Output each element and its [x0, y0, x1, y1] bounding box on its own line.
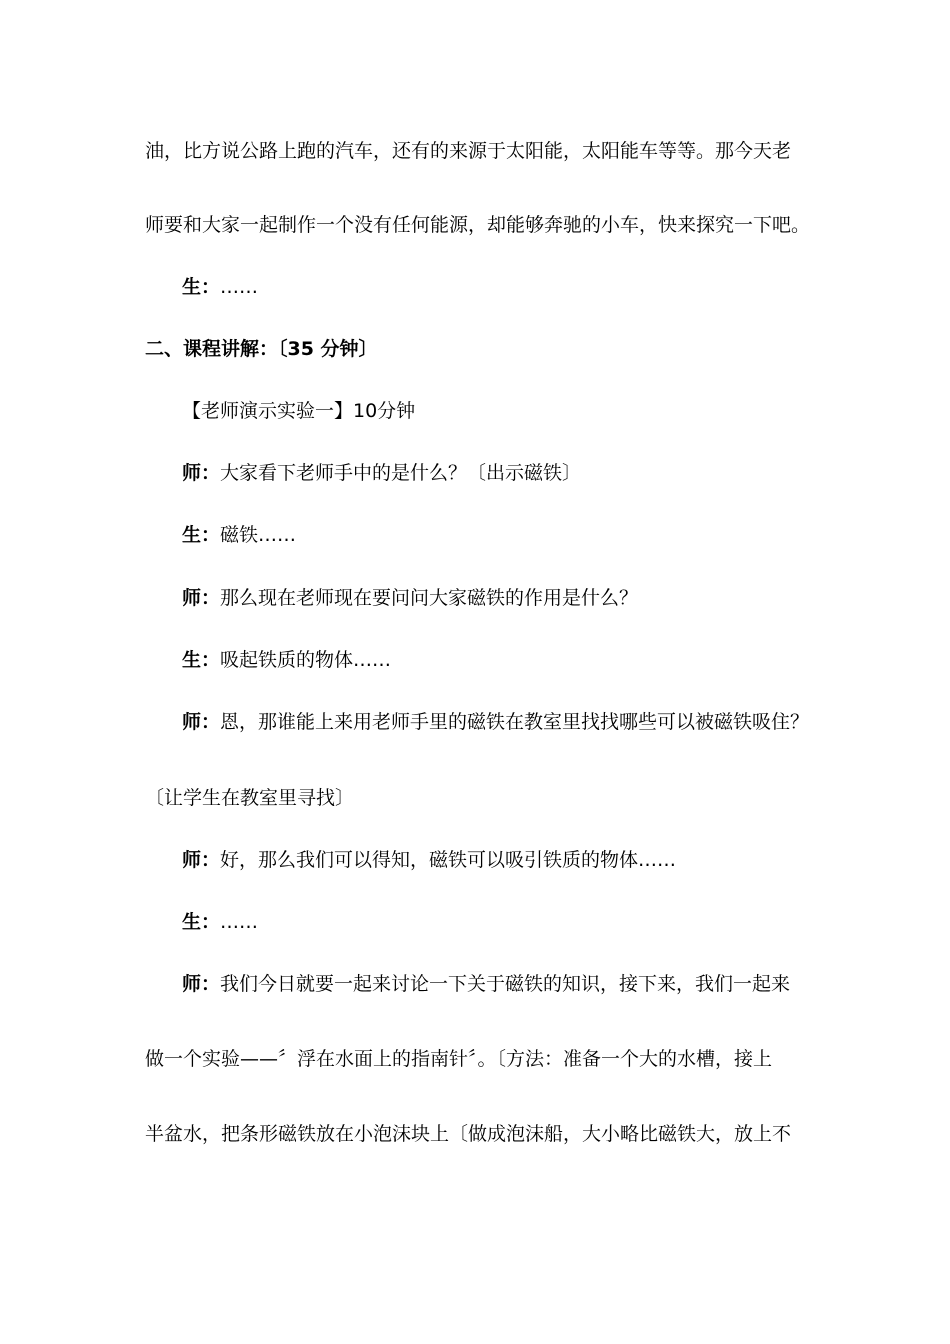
dialogue-line: [182, 584, 638, 612]
line-text: 半盆水，把条形磁铁放在小泡沫块上〔做成泡沫船，大小略比磁铁大，放上不: [145, 1123, 792, 1145]
paragraph-line: [145, 784, 354, 812]
line-text: 做一个实验——〞浮在水面上的指南针〞。〔方法：准备一个大的水槽，接上: [145, 1048, 773, 1070]
dialogue-line: [182, 846, 676, 874]
paragraph-line: [145, 1120, 791, 1148]
line-text: 油，比方说公路上跑的汽车，还有的来源于太阳能，太阳能车等等。那今天老: [145, 140, 792, 162]
line-text: 那么现在老师现在要问问大家磁铁的作用是什么？: [220, 587, 639, 609]
speaker-label: 师：: [182, 711, 221, 733]
line-text: 恩，那谁能上来用老师手里的磁铁在教室里找找哪些可以被磁铁吸住？: [220, 711, 810, 733]
speaker-label: 生：: [182, 911, 221, 933]
line-text: 师要和大家一起制作一个没有任何能源，却能够奔驰的小车，快来探究一下吧。: [145, 214, 811, 236]
dialogue-line: [182, 273, 258, 301]
experiment-title: [182, 397, 415, 425]
line-text: 〔让学生在教室里寻找〕: [145, 787, 355, 809]
dialogue-line: [182, 521, 296, 549]
line-text: 【老师演示实验一】10分钟: [182, 400, 416, 422]
line-text: ……: [220, 276, 259, 298]
dialogue-line: [182, 646, 391, 674]
line-text: 吸起铁质的物体……: [220, 649, 392, 671]
speaker-label: 生：: [182, 649, 221, 671]
section-heading: [145, 335, 378, 363]
line-text: 磁铁……: [220, 524, 297, 546]
dialogue-line: [182, 708, 809, 736]
line-text: 大家看下老师手中的是什么？〔出示磁铁〕: [220, 462, 582, 484]
line-text: 好，那么我们可以得知，磁铁可以吸引铁质的物体……: [220, 849, 677, 871]
heading-text: 二、课程讲解：〔35 分钟〕: [145, 338, 378, 360]
speaker-label: 师：: [182, 849, 221, 871]
speaker-label: 师：: [182, 587, 221, 609]
speaker-label: 生：: [182, 276, 221, 298]
speaker-label: 师：: [182, 462, 221, 484]
speaker-label: 生：: [182, 524, 221, 546]
speaker-label: 师：: [182, 973, 221, 995]
dialogue-line: [182, 908, 258, 936]
dialogue-line: [182, 970, 790, 998]
line-text: ……: [220, 911, 259, 933]
paragraph-line: [145, 137, 791, 165]
line-text: 我们今日就要一起来讨论一下关于磁铁的知识，接下来，我们一起来: [220, 973, 791, 995]
dialogue-line: [182, 459, 581, 487]
paragraph-line: [145, 211, 810, 239]
paragraph-line: [145, 1045, 772, 1073]
